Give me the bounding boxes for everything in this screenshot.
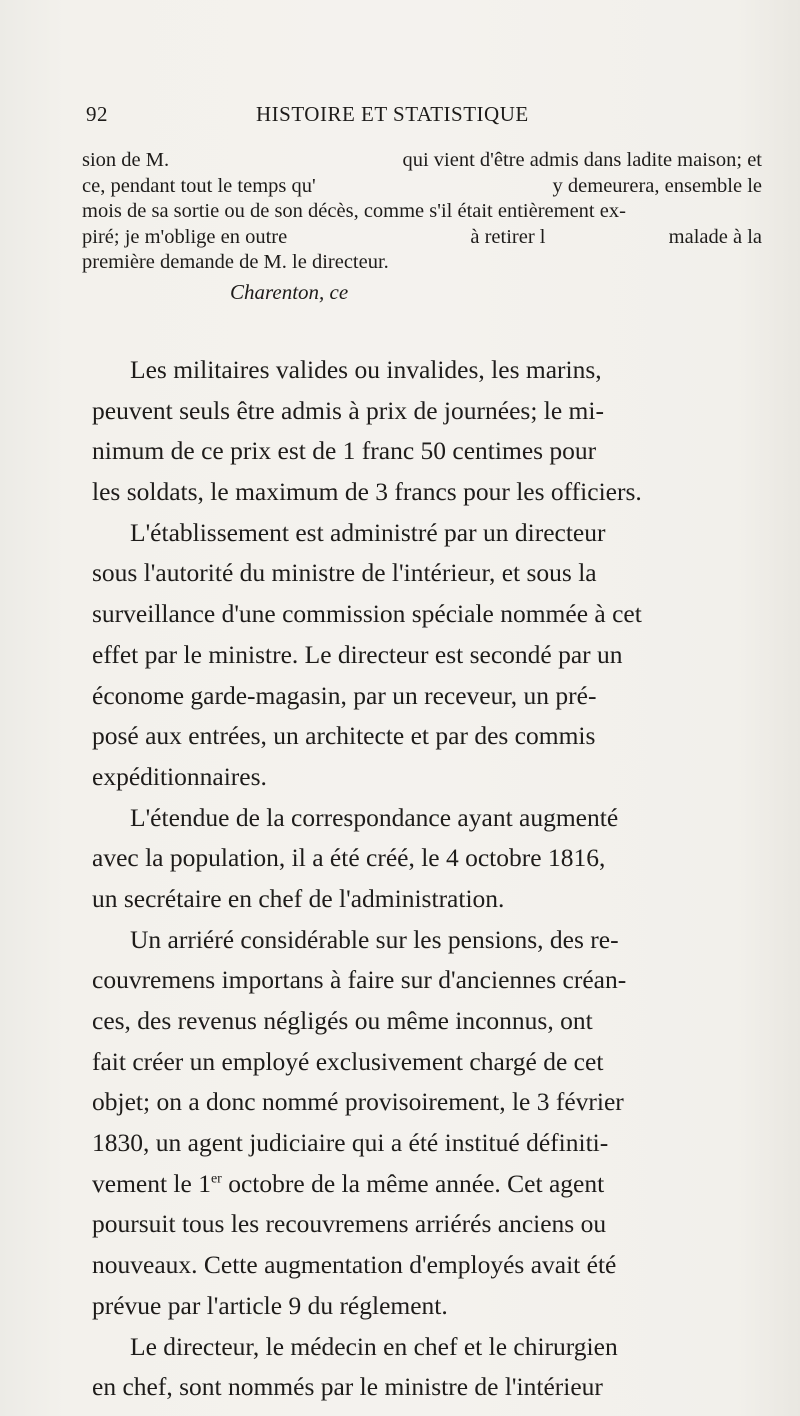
text-line: fait créer un employé exclusivement chargé de cet xyxy=(92,1046,604,1076)
text-line: économe garde-magasin, par un receveur, un pré- xyxy=(92,680,597,710)
text-line: L'étendue de la correspondance ayant augmenté xyxy=(130,802,619,832)
form-text: qui vient d'être admis dans ladite maison; et xyxy=(402,149,762,171)
text-line: 1830, un agent judiciaire qui a été institué définiti- xyxy=(92,1128,609,1158)
text-line xyxy=(92,1164,762,1205)
text-line: prévue par l'article 9 du réglement. xyxy=(92,1290,448,1320)
form-signature: Charenton, ce xyxy=(230,279,349,304)
text-fragment: vement le 1 xyxy=(92,1168,211,1198)
text-line: nimum de ce prix est de 1 franc 50 centimes pour xyxy=(92,436,597,466)
form-text: sion de M. xyxy=(82,149,170,171)
text-line: peuvent seuls être admis à prix de journées; le mi- xyxy=(92,395,604,425)
text-line: un secrétaire en chef de l'administration. xyxy=(92,883,505,913)
text-line: Le directeur, le médecin en chef et le chirurgien xyxy=(130,1331,618,1361)
page-header xyxy=(80,102,750,134)
form-text: à retirer l xyxy=(470,225,546,248)
form-line xyxy=(82,199,762,225)
admission-form-text xyxy=(82,148,762,308)
form-line xyxy=(82,174,762,200)
text-line: Les militaires valides ou invalides, les marins, xyxy=(130,355,602,384)
running-head: HISTOIRE ET STATISTIQUE xyxy=(256,102,529,126)
text-line: les soldats, le maximum de 3 francs pour les officiers. xyxy=(92,477,642,507)
text-line: nouveaux. Cette augmentation d'employés avait été xyxy=(92,1250,617,1280)
body-text xyxy=(92,350,762,1408)
text-line: posé aux entrées, un architecte et par des commis xyxy=(92,721,596,751)
form-text: piré; je m'oblige en outre xyxy=(82,225,288,248)
form-line xyxy=(82,250,762,276)
text-line: avec la population, il a été créé, le 4 octobre 1816, xyxy=(92,843,606,873)
text-line: effet par le ministre. Le directeur est secondé par un xyxy=(92,639,623,669)
page-number: 92 xyxy=(86,102,108,126)
superscript: er xyxy=(210,1171,222,1187)
text-fragment xyxy=(92,1164,604,1205)
text-line: couvremens importans à faire sur d'anciennes créan- xyxy=(92,965,627,995)
text-line: ces, des revenus négligés ou même inconnus, ont xyxy=(92,1006,593,1035)
form-line xyxy=(82,225,762,251)
form-text: première demande de M. le directeur. xyxy=(82,251,389,274)
form-text: malade à la xyxy=(668,225,762,248)
text-line: expéditionnaires. xyxy=(92,761,267,791)
text-line: poursuit tous les recouvremens arriérés anciens ou xyxy=(92,1209,607,1239)
text-line: en chef, sont nommés par le ministre de l'intérieur xyxy=(92,1372,603,1402)
text-line: surveillance d'une commission spéciale nommée à cet xyxy=(92,599,642,629)
text-line: Un arriéré considérable sur les pensions, des re- xyxy=(130,924,619,954)
text-line: objet; on a donc nommé provisoirement, le 3 février xyxy=(92,1087,624,1117)
form-text: ce, pendant tout le temps qu' xyxy=(82,174,316,197)
text-line: sous l'autorité du ministre de l'intérieur, et sous la xyxy=(92,558,597,588)
form-text: mois de sa sortie ou de son décès, comme s'il était entièrement ex- xyxy=(82,200,626,223)
form-text: y demeurera, ensemble le xyxy=(552,174,762,197)
text-fragment: octobre de la même année. Cet agent xyxy=(221,1168,605,1198)
text-line: L'établissement est administré par un directeur xyxy=(130,517,606,547)
form-line xyxy=(82,148,762,174)
